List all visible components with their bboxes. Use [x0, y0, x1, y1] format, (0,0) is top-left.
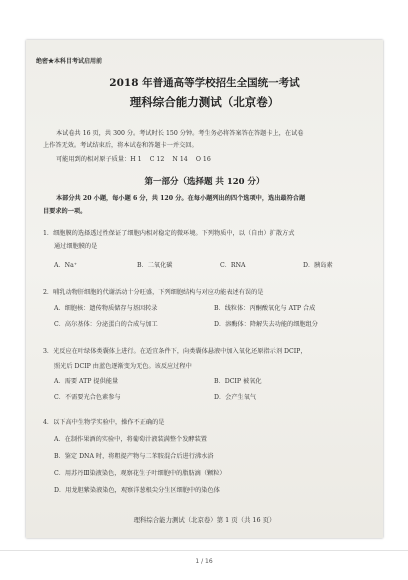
confidential-mark: 绝密★本科目考试启用前 — [36, 58, 103, 65]
question-4-option-d: D．用龙胆紫染液染色，观察洋葱根尖分生区细胞中的染色体 — [54, 487, 220, 494]
question-4-option-b: B．鉴定 DNA 时，将粗提产物与二苯胺混合后进行沸水浴 — [54, 453, 214, 460]
question-3-option-b: B．DCIP 被氧化 — [214, 378, 262, 385]
question-1-option-a: A．Na⁺ — [54, 262, 78, 269]
intro-line-1: 本试卷共 16 页，共 300 分。考试时长 150 分钟。考生务必将答案答在答题卡上，在试卷 — [56, 130, 304, 137]
question-3-option-a: A．需要 ATP 提供能量 — [54, 378, 119, 385]
question-1-option-b: B．二氧化碳 — [137, 262, 173, 269]
viewer-page-bar — [0, 550, 408, 573]
page-footer: 理科综合能力测试（北京卷）第 1 页（共 16 页） — [133, 516, 276, 524]
page-indicator: 1 / 16 — [195, 558, 213, 565]
question-1-option-d: D．胰岛素 — [303, 262, 333, 269]
question-4-option-a: A．在制作果酒的实验中，将葡萄汁液装满整个发酵装置 — [54, 436, 207, 443]
question-1-option-c: C．RNA — [220, 262, 246, 269]
question-4-option-c: C．用苏丹Ⅲ染液染色，观察花生子叶细胞中的脂肪滴（颗粒） — [54, 470, 226, 477]
question-1-stem-cont: 通过细胞膜的是 — [54, 243, 98, 250]
question-3-option-c: C．不需要光合色素参与 — [54, 394, 121, 401]
question-3-stem: 3．光反应在叶绿体类囊体上进行。在适宜条件下，向类囊体悬液中加入氧化还原指示剂 DCIP， — [43, 348, 307, 355]
question-1-stem: 1．细胞膜的选择透过性保证了细胞内相对稳定的微环境。下列物质中，以（自由）扩散方式 — [43, 230, 295, 237]
question-3-option-d: D．会产生氧气 — [214, 394, 257, 401]
section-instruction-2: 目要求的一项。 — [43, 208, 87, 215]
exam-title: 2018 年普通高等学校招生全国统一考试 — [109, 77, 300, 89]
question-2-option-d: D．溶酶体：降解失去功能的细胞组分 — [214, 321, 318, 328]
section-instruction-1: 本部分共 20 小题，每小题 6 分，共 120 分。在每小题列出的四个选项中，选出最符合题 — [56, 195, 306, 202]
question-2-option-b: B．线粒体：丙酮酸氧化与 ATP 合成 — [214, 305, 316, 312]
exam-subtitle: 理科综合能力测试（北京卷） — [129, 95, 280, 109]
question-2-stem: 2．哺乳动物肝细胞的代谢活动十分旺盛，下列细胞结构与对应功能表述有误的是 — [43, 289, 264, 296]
intro-line-2: 上作答无效。考试结束后，将本试卷和答题卡一并交回。 — [43, 142, 198, 149]
question-2-option-c: C．高尔基体：分泌蛋白的合成与加工 — [54, 321, 158, 328]
question-4-stem: 4．以下高中生物学实验中，操作不正确的是 — [43, 419, 165, 426]
question-2-option-a: A．细胞核：遗传物质储存与基因转录 — [54, 305, 158, 312]
scanned-page — [26, 40, 383, 538]
section-title: 第一部分（选择题 共 120 分） — [144, 177, 265, 187]
question-3-stem-cont: 照光后 DCIP 由蓝色逐渐变为无色。该反应过程中 — [54, 363, 192, 370]
intro-line-3: 可能用到的相对原子质量：H 1 C 12 N 14 O 16 — [56, 156, 211, 163]
